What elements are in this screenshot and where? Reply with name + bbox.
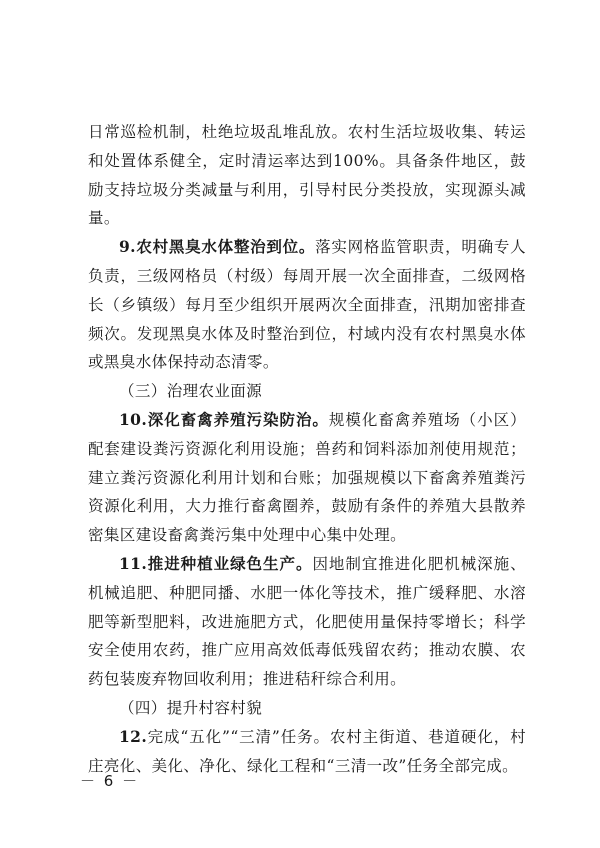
item-10-body: 规模化畜禽养殖场（小区）配套建设粪污资源化利用设施；兽药和饲料添加剂使用规范；建立粪污资源化利用计划和台账；加强规模以下畜禽养殖粪污资源化利用，大力推行畜禽圈养，鼓励有条件的养殖大县散养密集区建设畜禽粪污集中处理中心集中处理。	[88, 410, 526, 545]
section-4-heading: （四）提升村容村貌	[119, 698, 263, 717]
item-12-body: 完成“五化”“三清”任务。农村主街道、巷道硬化，村庄亮化、美化、净化、绿化工程和“三清一改”任务全部完成。	[88, 727, 526, 775]
item-9-body: 落实网格监管职责，明确专人负责，三级网格员（村级）每周开展一次全面排查，二级网格长（乡镇级）每月至少组织开展两次全面排查，汛期加密排查频次。发现黑臭水体及时整治到位，村域内没有农村黑臭水体或黑臭水体保持动态清零。	[88, 238, 526, 372]
item-11-body: 因地制宜推进化肥机械深施、机械追肥、种肥同播、水肥一体化等技术，推广缓释肥、水溶肥等新型肥料，改进施肥方式，化肥使用量保持零增长；科学安全使用农药，推广应用高效低毒低残留农药；推动农膜、农药包装废弃物回收利用；推进秸秆综合利用。	[88, 554, 527, 689]
item-11-title: 11.推进种植业绿色生产。	[119, 553, 313, 573]
item-9-paragraph	[88, 233, 526, 377]
continuation-paragraph: 日常巡检机制，杜绝垃圾乱堆乱放。农村生活垃圾收集、转运和处置体系健全，定时清运率达到100%。具备条件地区，鼓励支持垃圾分类减量与利用，引导村民分类投放，实现源头减量。	[88, 123, 526, 228]
item-11-paragraph	[88, 550, 526, 694]
item-10-title: 10.深化畜禽养殖污染防治。	[119, 409, 329, 429]
item-12-paragraph	[88, 723, 526, 781]
item-9-title: 9.农村黑臭水体整治到位。	[119, 237, 316, 257]
item-12-title: 12.	[119, 726, 148, 746]
page-number: － 6 －	[80, 772, 140, 790]
document-body	[88, 118, 526, 780]
item-10-paragraph	[88, 406, 526, 550]
section-3-heading: （三）治理农业面源	[119, 382, 263, 401]
